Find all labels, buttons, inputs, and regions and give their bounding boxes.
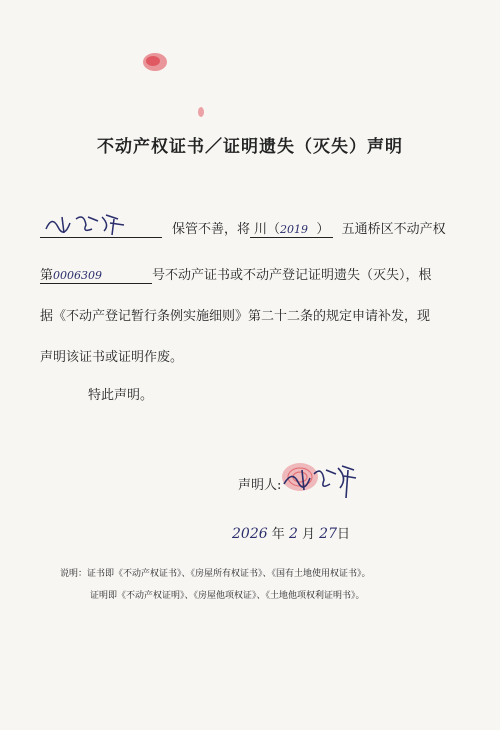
owner-name-field: [40, 219, 162, 238]
note-line-1: 说明：证书即《不动产权证书》、《房屋所有权证书》、《国有土地使用权证书》。: [60, 569, 371, 579]
special-declaration: 特此声明。: [88, 388, 154, 403]
declarant-label: 声明人:: [238, 478, 282, 493]
declaration-line-1: [40, 218, 446, 238]
date-year-unit: 年: [271, 527, 285, 542]
declaration-line-3: 据《不动产登记暂行条例实施细则》第二十二条的规定申请补发，现: [40, 309, 431, 324]
cert-number-field: [40, 264, 152, 284]
date-day-unit: 日: [336, 527, 350, 542]
paren-open: （: [267, 222, 281, 237]
date-month-unit: 月: [302, 527, 316, 542]
date-day: 27: [319, 526, 337, 542]
custody-text: 保管不善，将: [172, 222, 251, 237]
province-label: 川: [254, 222, 268, 237]
province-field: [250, 218, 333, 238]
date-month: 2: [288, 526, 298, 542]
handwritten-year: 2019: [280, 223, 309, 236]
line2-text: 号不动产证书或不动产登记证明遗失（灭失），根: [152, 268, 432, 283]
cert-prefix: 第: [40, 268, 54, 283]
region-text: 五通桥区不动产权: [341, 222, 446, 237]
document-title: 不动产权证书／证明遗失（灭失）声明: [97, 137, 403, 157]
red-stamp-mark: [140, 50, 170, 74]
handwritten-cert-number: 0006309: [53, 269, 103, 282]
handwritten-signature: [278, 460, 358, 504]
declaration-line-2: [40, 264, 432, 284]
note-line-2: 证明即《不动产权证明》、《房屋他项权证》、《土地他项权利证明书》。: [90, 591, 365, 601]
date-year: 2026: [232, 526, 268, 542]
handwritten-owner-name: [40, 211, 130, 237]
paren-close: ）: [316, 222, 330, 237]
red-dot-mark: [196, 105, 206, 119]
declaration-line-4: 声明该证书或证明作废。: [40, 350, 184, 365]
declaration-date: [232, 523, 350, 542]
